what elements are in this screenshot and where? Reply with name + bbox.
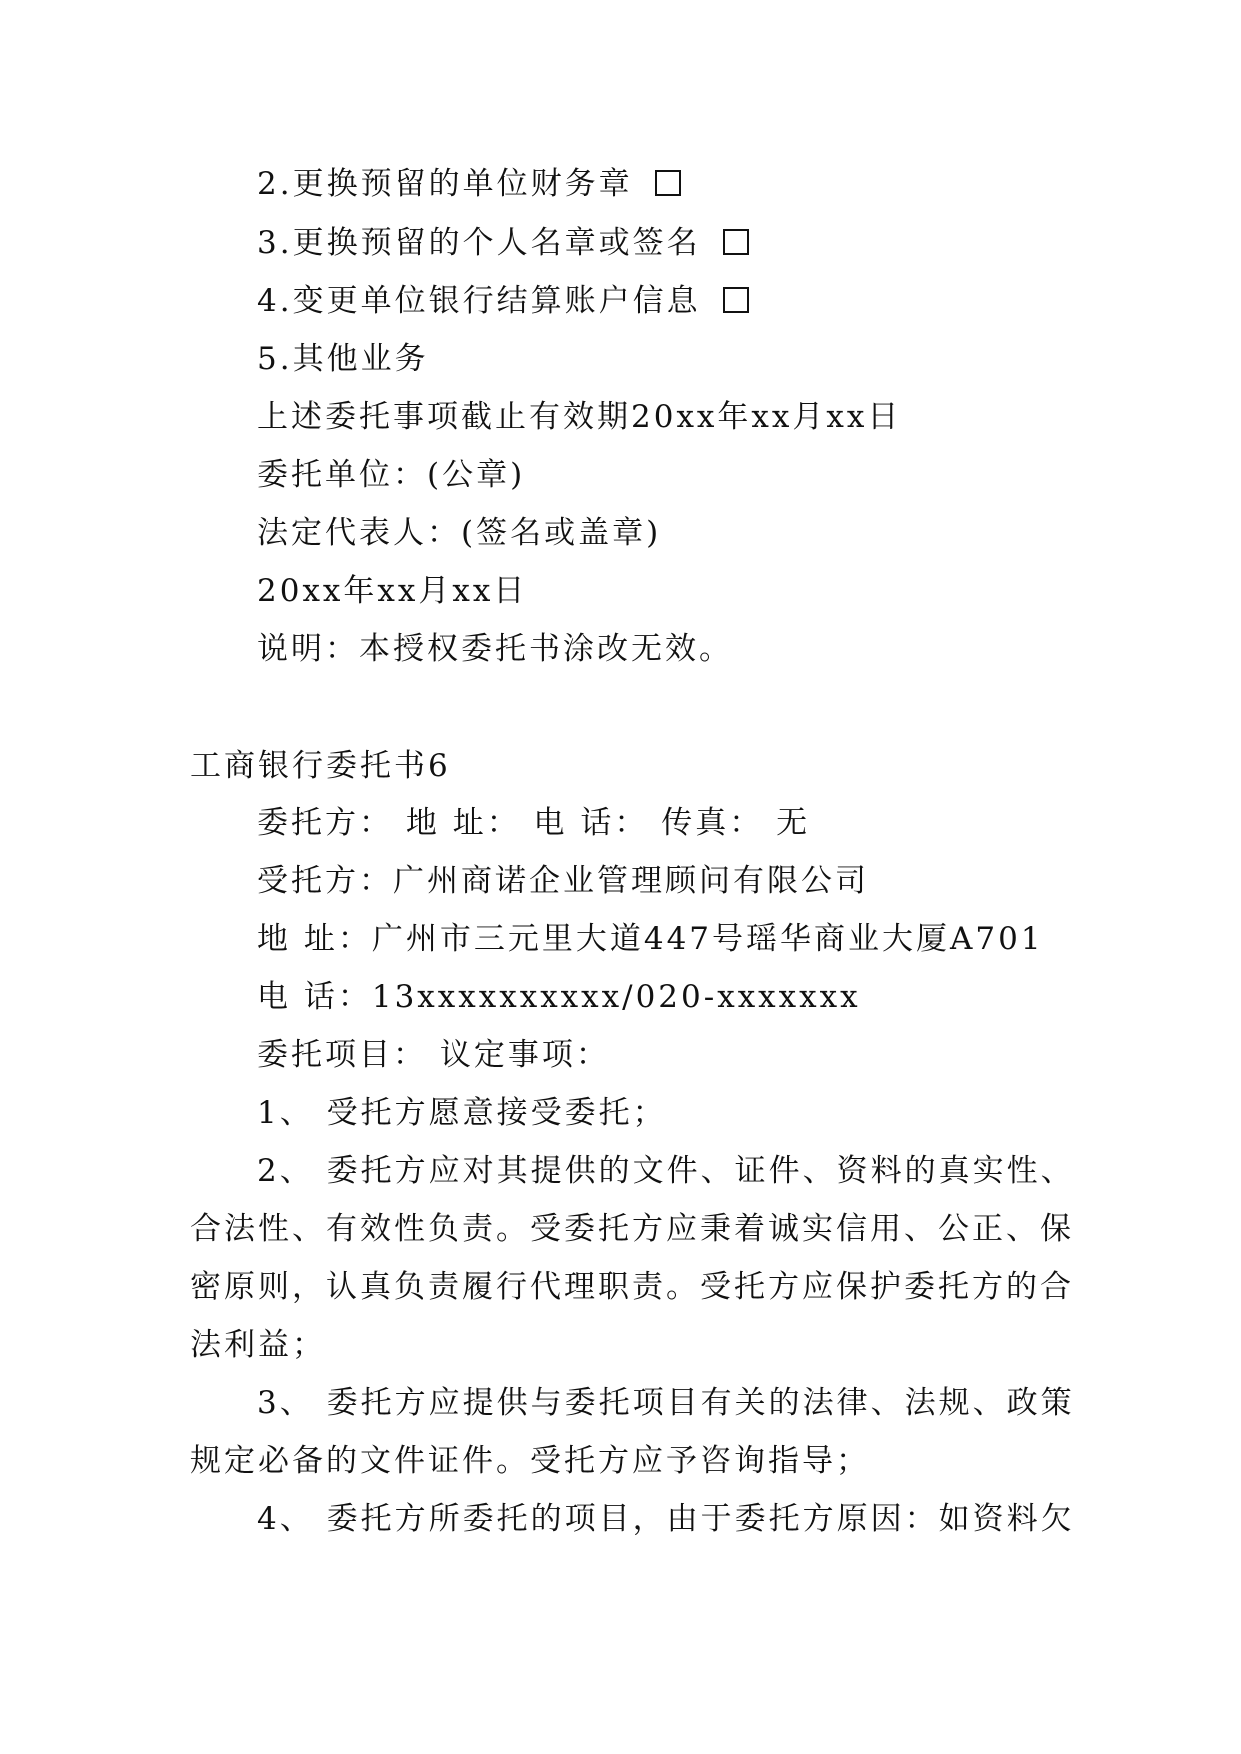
clause-line: 规定必备的文件证件。受托方应予咨询指导； xyxy=(190,1443,870,1479)
clause-line: 3、 委托方应提供与委托项目有关的法律、法规、政策 xyxy=(257,1385,1075,1421)
agent-line: 受托方：广州商诺企业管理顾问有限公司 xyxy=(257,863,869,899)
section-title: 工商银行委托书6 xyxy=(190,748,451,784)
item-text: 3.更换预留的个人名章或签名 xyxy=(257,225,701,261)
phone-line: 电 话：13xxxxxxxxxx/020-xxxxxxx xyxy=(257,979,861,1015)
clause-line: 4、 委托方所委托的项目，由于委托方原因：如资料欠 xyxy=(257,1501,1075,1537)
list-item xyxy=(257,165,681,203)
checkbox[interactable] xyxy=(723,229,749,255)
project-line: 委托项目： 议定事项： xyxy=(257,1037,610,1073)
note-line: 说明：本授权委托书涂改无效。 xyxy=(257,631,733,667)
date-line: 20xx年xx月xx日 xyxy=(257,573,528,609)
list-item xyxy=(257,340,429,378)
clause-line: 2、 委托方应对其提供的文件、证件、资料的真实性、 xyxy=(257,1153,1075,1189)
address-line: 地 址：广州市三元里大道447号瑶华商业大厦A701 xyxy=(257,921,1044,957)
client-unit-line: 委托单位：(公章) xyxy=(257,457,526,493)
clause-line: 密原则，认真负责履行代理职责。受托方应保护委托方的合 xyxy=(190,1269,1074,1305)
clause-line: 1、 受托方愿意接受委托； xyxy=(257,1095,667,1131)
item-text: 5.其他业务 xyxy=(257,341,429,377)
checkbox[interactable] xyxy=(723,287,749,313)
clause-line: 法利益； xyxy=(190,1327,326,1363)
clause-line: 合法性、有效性负责。受委托方应秉着诚实信用、公正、保 xyxy=(190,1211,1074,1247)
legal-rep-line: 法定代表人：(签名或盖章) xyxy=(257,515,662,551)
validity-line: 上述委托事项截止有效期20xx年xx月xx日 xyxy=(257,399,902,435)
client-line: 委托方： 地 址： 电 话： 传真： 无 xyxy=(257,805,811,841)
checkbox[interactable] xyxy=(655,170,681,196)
item-text: 2.更换预留的单位财务章 xyxy=(257,166,633,202)
list-item xyxy=(257,224,749,262)
list-item xyxy=(257,282,749,320)
item-text: 4.变更单位银行结算账户信息 xyxy=(257,283,701,319)
